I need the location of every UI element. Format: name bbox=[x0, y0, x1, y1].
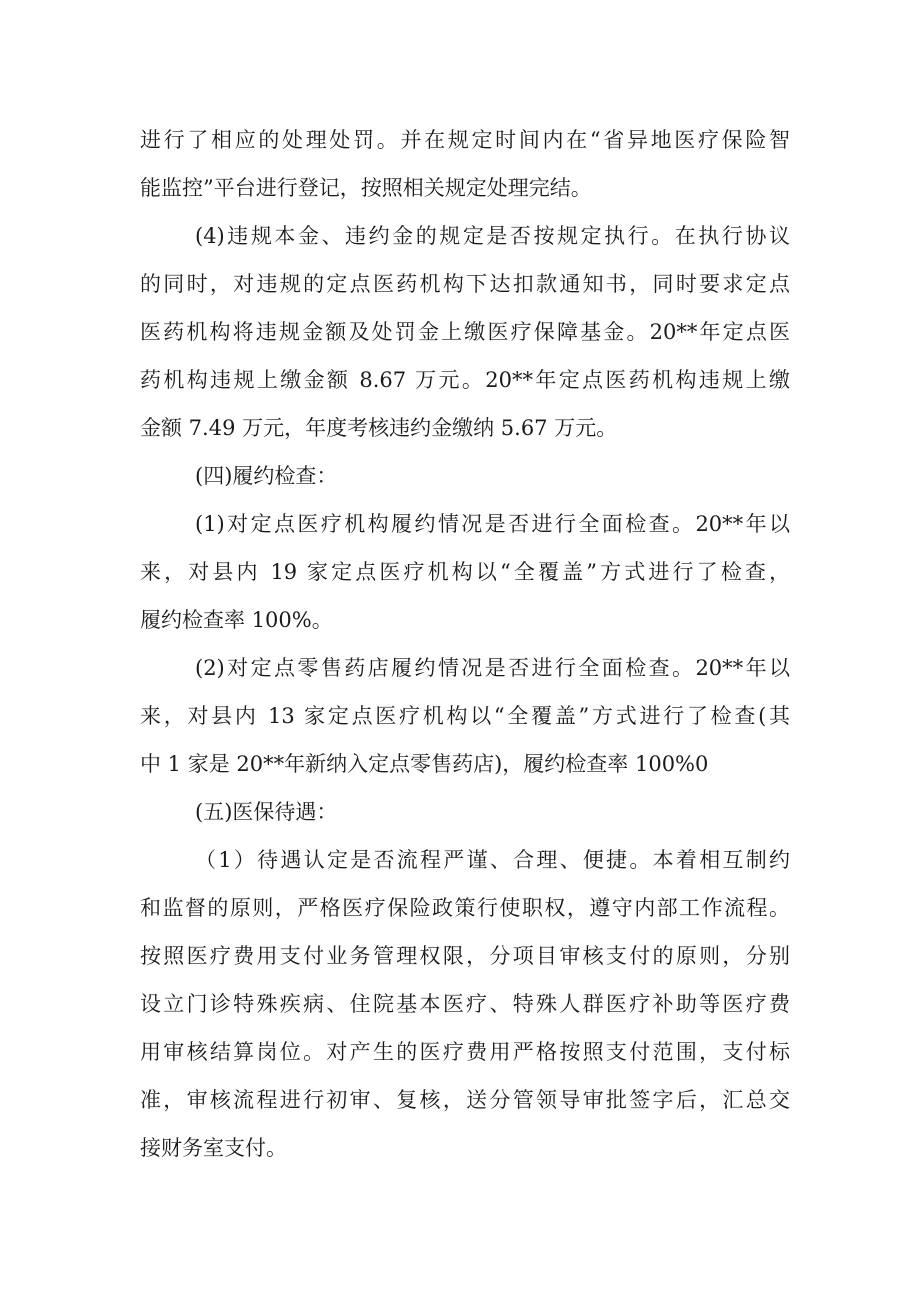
text-line: 接财务室支付。 bbox=[140, 1136, 287, 1160]
text-line: 药机构违规上缴金额 8.67 万元。20**年定点医药机构违规上缴 bbox=[140, 368, 790, 392]
paragraph-start-line: （1）待遇认定是否流程严谨、合理、便捷。本着相互制约 bbox=[195, 848, 790, 872]
text-line: 医药机构将违规金额及处罚金上缴医疗保障基金。20**年定点医 bbox=[140, 320, 790, 344]
text-line: 能监控”平台进行登记，按照相关规定处理完结。 bbox=[140, 176, 592, 200]
text-line: 来，对县内 19 家定点医疗机构以“全覆盖”方式进行了检查， bbox=[140, 560, 790, 584]
text-line: 履约检查率 100%。 bbox=[140, 608, 333, 632]
text-line: 和监督的原则，严格医疗保险政策行使职权，遵守内部工作流程。 bbox=[140, 896, 790, 920]
text-line: 中 1 家是 20**年新纳入定点零售药店)，履约检查率 100%0 bbox=[140, 752, 709, 776]
text-line: 来，对县内 13 家定点医疗机构以“全覆盖”方式进行了检查(其 bbox=[140, 704, 790, 728]
text-line: 准，审核流程进行初审、复核，送分管领导审批签字后，汇总交 bbox=[140, 1088, 790, 1112]
paragraph-start-line: (2)对定点零售药店履约情况是否进行全面检查。20**年以 bbox=[195, 656, 790, 680]
text-line: 的同时，对违规的定点医药机构下达扣款通知书，同时要求定点 bbox=[140, 272, 790, 296]
paragraph-start-line: (1)对定点医疗机构履约情况是否进行全面检查。20**年以 bbox=[195, 512, 790, 536]
section-heading: (四)履约检查： bbox=[195, 464, 338, 488]
text-line: 进行了相应的处理处罚。并在规定时间内在“省异地医疗保险智 bbox=[140, 128, 790, 152]
text-line: 按照医疗费用支付业务管理权限，分项目审核支付的原则，分别 bbox=[140, 944, 790, 968]
text-line: 用审核结算岗位。对产生的医疗费用严格按照支付范围，支付标 bbox=[140, 1040, 790, 1064]
text-line: 金额 7.49 万元，年度考核违约金缴纳 5.67 万元。 bbox=[140, 416, 618, 440]
paragraph-start-line: (4)违规本金、违约金的规定是否按规定执行。在执行协议 bbox=[195, 224, 790, 248]
text-line: 设立门诊特殊疾病、住院基本医疗、特殊人群医疗补助等医疗费 bbox=[140, 992, 790, 1016]
document-body bbox=[140, 116, 790, 1172]
section-heading: (五)医保待遇： bbox=[195, 800, 338, 824]
